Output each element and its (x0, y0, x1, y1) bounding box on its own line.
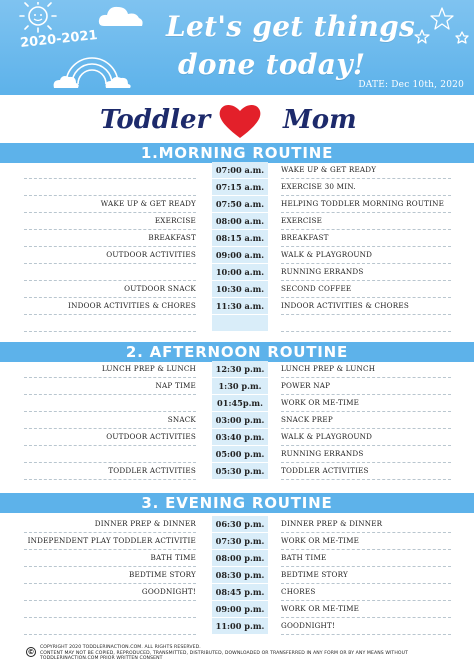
evening-rows (0, 516, 474, 635)
time-slot: 08:45 p.m. (212, 584, 268, 601)
time-slot: 03:00 p.m. (212, 412, 268, 429)
toddler-activity: TODDLER ACTIVITIES (24, 463, 196, 480)
morning-rows (0, 162, 474, 332)
schedule-row (0, 361, 474, 378)
mom-activity: SECOND COFFEE (281, 281, 451, 298)
time-slot: 08:00 a.m. (212, 213, 268, 230)
mom-activity: WORK OR ME-TIME (281, 533, 451, 550)
section-title-morning: 1.MORNING ROUTINE (0, 143, 474, 163)
time-slot: 11:00 p.m. (212, 618, 268, 635)
schedule-row (0, 179, 474, 196)
mom-activity: SNACK PREP (281, 412, 451, 429)
mom-activity: WAKE UP & GET READY (281, 162, 451, 179)
mom-heading: Mom (283, 105, 357, 135)
toddler-activity: EXERCISE (24, 213, 196, 230)
toddler-activity: NAP TIME (24, 378, 196, 395)
copyright-icon: © (27, 648, 35, 656)
toddler-heading: Toddler (100, 105, 211, 135)
mom-activity: RUNNING ERRANDS (281, 446, 451, 463)
schedule-row (0, 463, 474, 480)
schedule-row (0, 247, 474, 264)
mom-activity (281, 315, 451, 332)
toddler-activity (24, 618, 196, 635)
schedule-row (0, 213, 474, 230)
mom-activity: WALK & PLAYGROUND (281, 247, 451, 264)
header-banner (0, 0, 474, 95)
page-title (166, 8, 466, 84)
section-title-afternoon: 2. AFTERNOON ROUTINE (0, 342, 474, 362)
rainbow-icon (52, 46, 132, 90)
footer-line-1: COPYRIGHT 2020 TODDLERINACTION.COM. ALL RIGHTS RESERVED. (40, 645, 201, 650)
schedule-row (0, 618, 474, 635)
afternoon-rows (0, 361, 474, 480)
toddler-activity (24, 264, 196, 281)
mom-activity: GOODNIGHT! (281, 618, 451, 635)
toddler-activity: BREAKFAST (24, 230, 196, 247)
mom-activity: DINNER PREP & DINNER (281, 516, 451, 533)
schedule-row (0, 281, 474, 298)
toddler-activity (24, 446, 196, 463)
toddler-activity: OUTDOOR ACTIVITIES (24, 429, 196, 446)
toddler-activity: LUNCH PREP & LUNCH (24, 361, 196, 378)
time-slot: 10:00 a.m. (212, 264, 268, 281)
time-slot (212, 315, 268, 332)
toddler-activity: INDOOR ACTIVITIES & CHORES (24, 298, 196, 315)
footer-line-3: TODDLERINACTION.COM PRIOR WRITTEN CONSENT (40, 656, 163, 662)
mom-activity: LUNCH PREP & LUNCH (281, 361, 451, 378)
time-slot: 07:15 a.m. (212, 179, 268, 196)
time-slot: 09:00 a.m. (212, 247, 268, 264)
time-slot: 09:00 p.m. (212, 601, 268, 618)
toddler-activity (24, 162, 196, 179)
toddler-activity (24, 315, 196, 332)
time-slot: 10:30 a.m. (212, 281, 268, 298)
schedule-row (0, 315, 474, 332)
schedule-row (0, 230, 474, 247)
date-label: DATE: Dec 10th, 2020 (358, 80, 464, 90)
toddler-activity (24, 601, 196, 618)
time-slot: 1:30 p.m. (212, 378, 268, 395)
time-slot: 07:50 a.m. (212, 196, 268, 213)
time-slot: 05:00 p.m. (212, 446, 268, 463)
mom-activity: RUNNING ERRANDS (281, 264, 451, 281)
time-slot: 08:30 p.m. (212, 567, 268, 584)
mom-activity: INDOOR ACTIVITIES & CHORES (281, 298, 451, 315)
mom-activity: BATH TIME (281, 550, 451, 567)
footer-line-2: CONTENT MAY NOT BE COPIED, REPRODUCED, TRANSMITTED, DISTRIBUTED, DOWNLOADED OR TRANSFERRED IN ANY FORM OR BY ANY MEANS WITHOUT (40, 650, 408, 656)
cloud-icon (96, 2, 146, 30)
toddler-activity: GOODNIGHT! (24, 584, 196, 601)
mom-activity: EXERCISE (281, 213, 451, 230)
year-label: 2020-2021 (19, 27, 99, 52)
heart-icon (218, 102, 262, 140)
schedule-row (0, 584, 474, 601)
schedule-row (0, 446, 474, 463)
schedule-row (0, 601, 474, 618)
toddler-activity: DINNER PREP & DINNER (24, 516, 196, 533)
time-slot: 05:30 p.m. (212, 463, 268, 480)
schedule-row (0, 196, 474, 213)
mom-activity: EXERCISE 30 MIN. (281, 179, 451, 196)
time-slot: 01:45p.m. (212, 395, 268, 412)
toddler-activity: INDEPENDENT PLAY TODDLER ACTIVITIE (24, 533, 196, 550)
toddler-activity: WAKE UP & GET READY (24, 196, 196, 213)
toddler-activity (24, 179, 196, 196)
time-slot: 03:40 p.m. (212, 429, 268, 446)
time-slot: 12:30 p.m. (212, 361, 268, 378)
toddler-activity: OUTDOOR ACTIVITIES (24, 247, 196, 264)
toddler-activity (24, 395, 196, 412)
section-title-evening: 3. EVENING ROUTINE (0, 493, 474, 513)
schedule-row (0, 378, 474, 395)
schedule-row (0, 516, 474, 533)
time-slot: 08:15 a.m. (212, 230, 268, 247)
schedule-row (0, 395, 474, 412)
title-line-2: done today! (178, 48, 366, 81)
schedule-row (0, 533, 474, 550)
schedule-row (0, 567, 474, 584)
mom-activity: WORK OR ME-TIME (281, 395, 451, 412)
schedule-row (0, 412, 474, 429)
mom-activity: BEDTIME STORY (281, 567, 451, 584)
mom-activity: CHORES (281, 584, 451, 601)
schedule-row (0, 429, 474, 446)
schedule-row (0, 298, 474, 315)
mom-activity: WALK & PLAYGROUND (281, 429, 451, 446)
toddler-activity: BATH TIME (24, 550, 196, 567)
footer-legal (40, 645, 470, 662)
mom-activity: TODDLER ACTIVITIES (281, 463, 451, 480)
time-slot: 07:00 a.m. (212, 162, 268, 179)
time-slot: 07:30 p.m. (212, 533, 268, 550)
schedule-row (0, 550, 474, 567)
mom-activity: WORK OR ME-TIME (281, 601, 451, 618)
time-slot: 11:30 a.m. (212, 298, 268, 315)
time-slot: 08:00 p.m. (212, 550, 268, 567)
toddler-activity: OUTDOOR SNACK (24, 281, 196, 298)
title-line-1: Let's get things (166, 10, 416, 43)
schedule-row (0, 264, 474, 281)
time-slot: 06:30 p.m. (212, 516, 268, 533)
toddler-activity: SNACK (24, 412, 196, 429)
mom-activity: HELPING TODDLER MORNING ROUTINE (281, 196, 451, 213)
mom-activity: BREAKFAST (281, 230, 451, 247)
toddler-activity: BEDTIME STORY (24, 567, 196, 584)
schedule-row (0, 162, 474, 179)
mom-activity: POWER NAP (281, 378, 451, 395)
